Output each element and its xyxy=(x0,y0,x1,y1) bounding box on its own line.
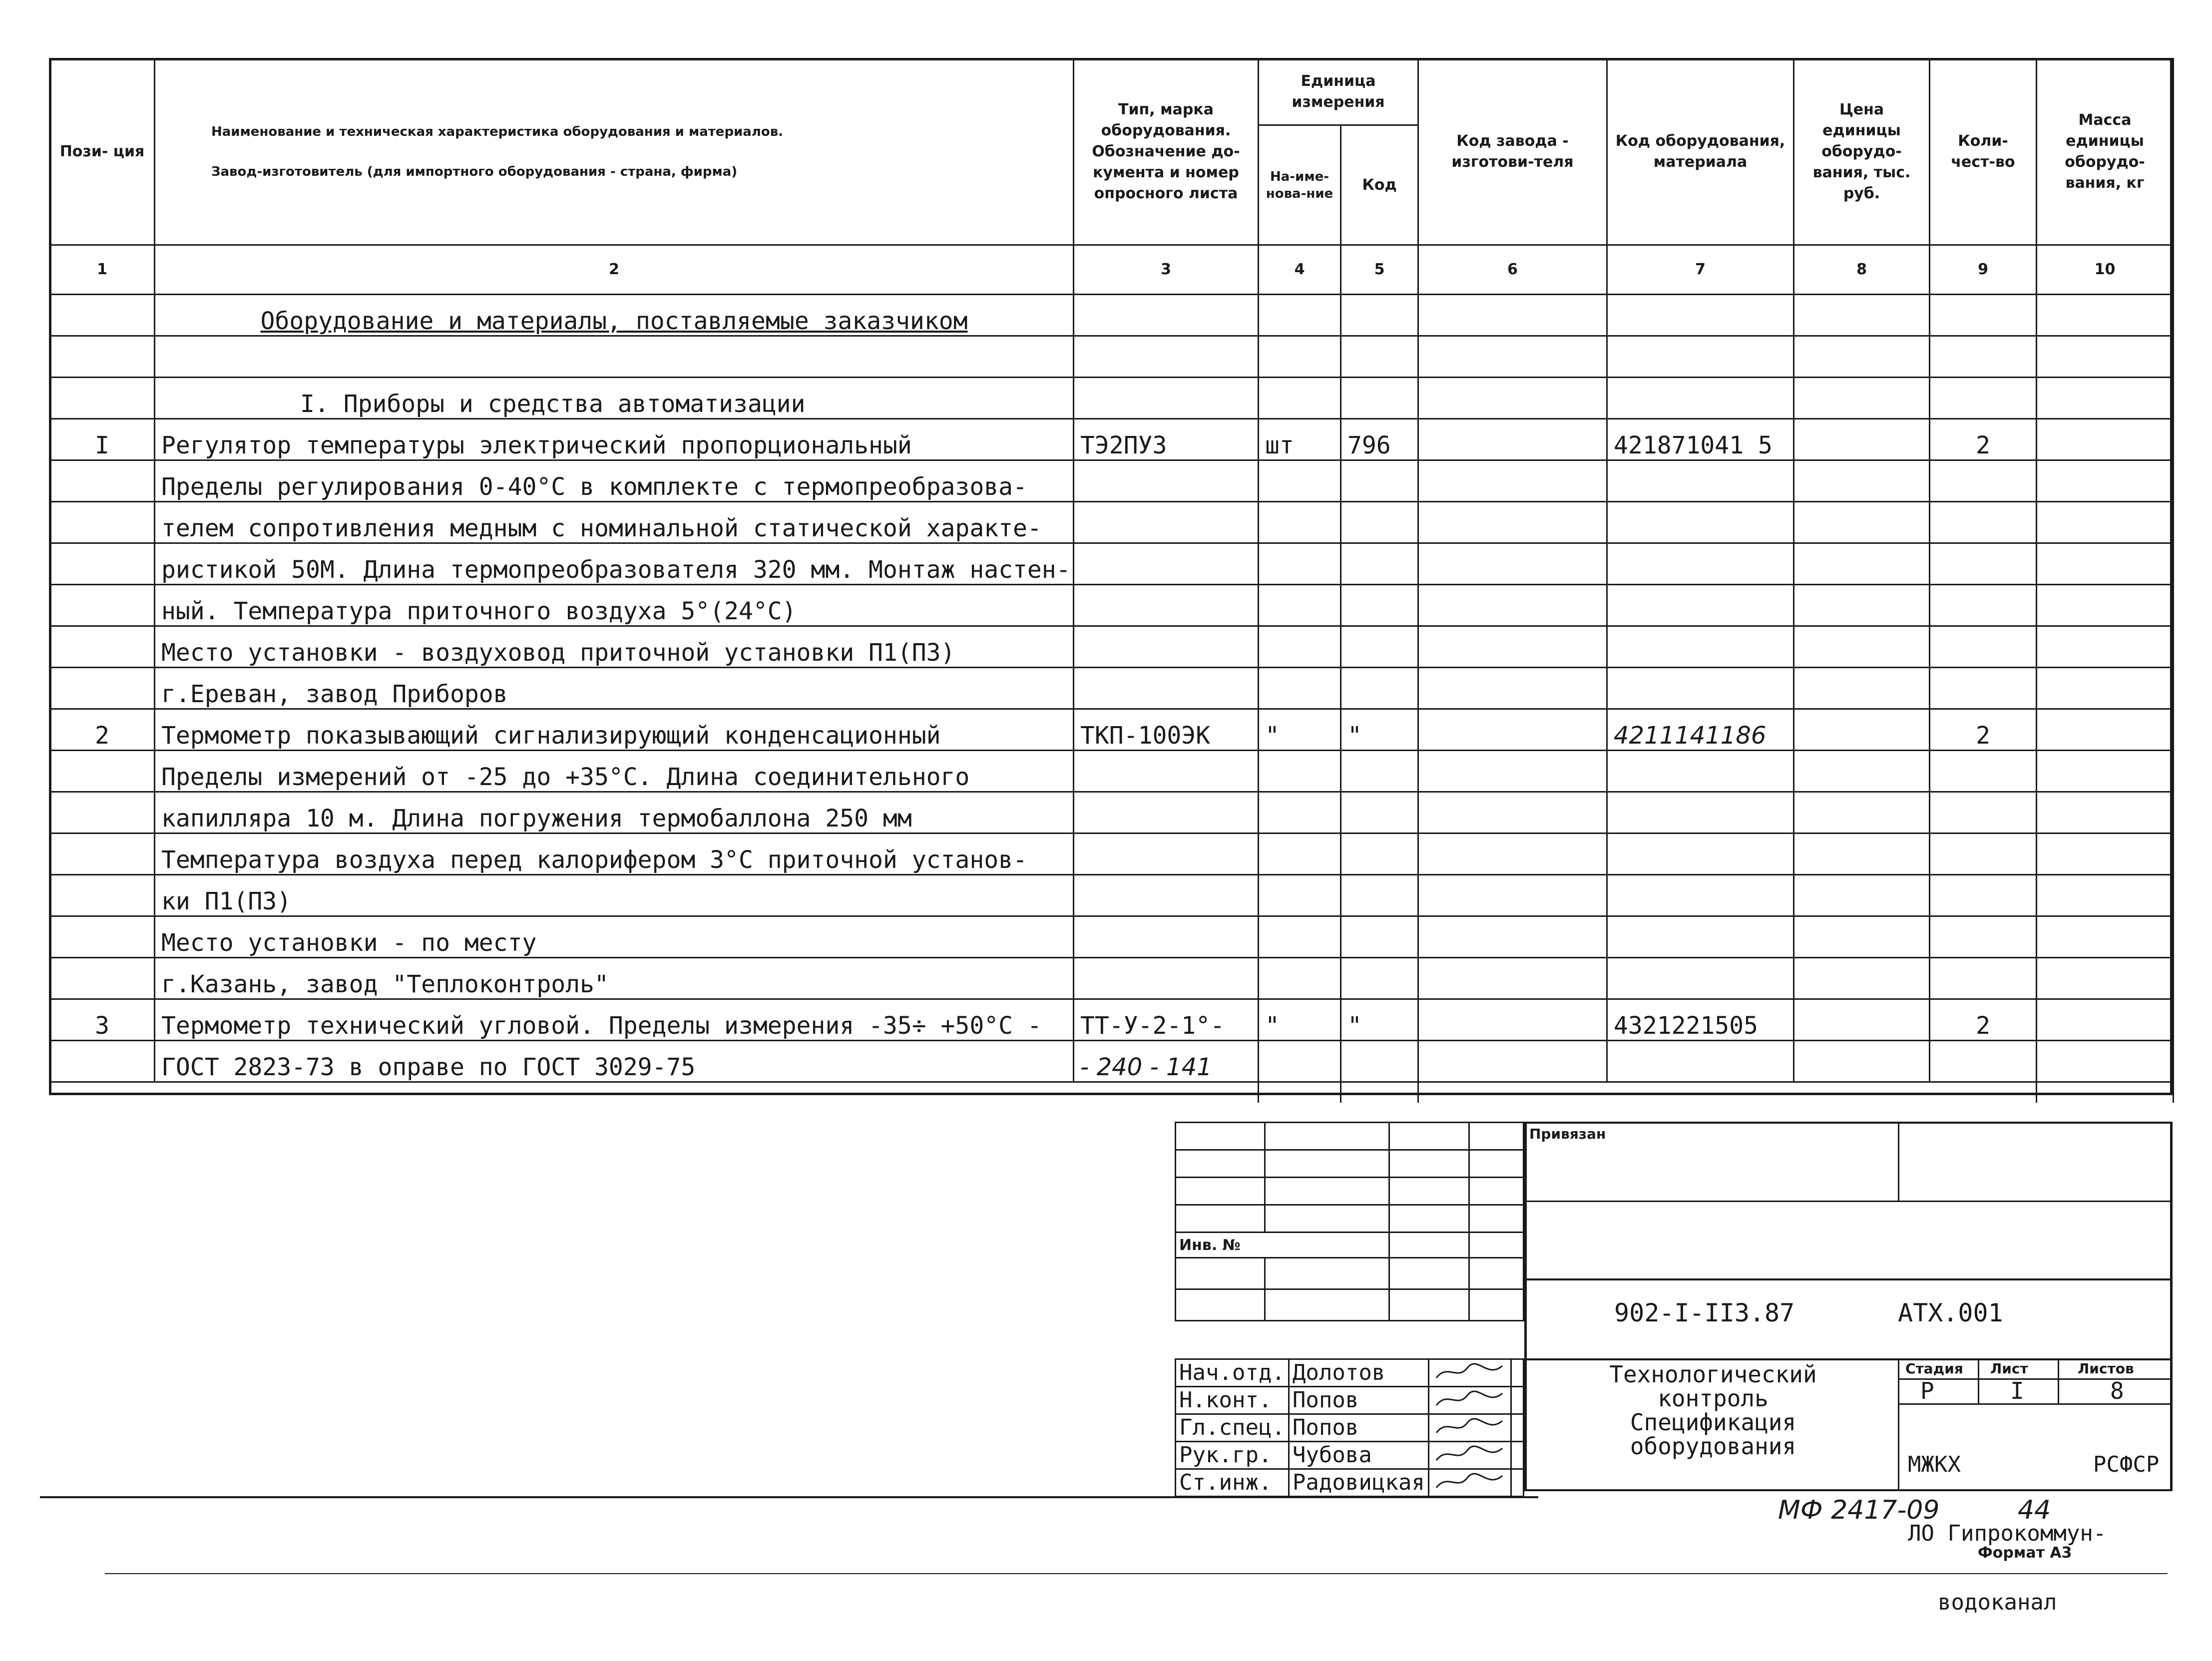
maker-code-cell xyxy=(1418,792,1607,833)
table-row xyxy=(50,709,2174,751)
name-cell: Температура воздуха перед калорифером 3°С приточной установ- xyxy=(155,833,1074,875)
equipment-code-cell xyxy=(1607,916,1794,958)
column-number: 4 xyxy=(1259,245,1341,295)
empty-row xyxy=(50,336,2174,378)
mass-cell xyxy=(2037,833,2174,875)
mass-cell xyxy=(2037,751,2174,792)
unit-cell xyxy=(1259,543,1341,585)
signature-name: Чубова xyxy=(1289,1442,1428,1469)
title-divider xyxy=(1524,1122,1527,1491)
header-name-line1: Наименование и техническая характеристика оборудования и материалов. xyxy=(211,124,784,139)
title-line xyxy=(1524,1201,2173,1202)
equipment-code-cell: 4211141186 xyxy=(1607,709,1794,751)
equipment-code-cell xyxy=(1607,668,1794,709)
price-cell xyxy=(1794,958,1930,999)
unit-code-cell xyxy=(1341,460,1418,502)
column-number: 1 xyxy=(50,245,155,295)
type-cell xyxy=(1074,875,1259,916)
header-quantity: Коли-чест-во xyxy=(1930,59,2037,245)
signature-scribble-icon xyxy=(1432,1416,1507,1438)
quantity-cell xyxy=(1930,668,2037,709)
type-cell xyxy=(1074,626,1259,668)
type-cell xyxy=(1074,460,1259,502)
unit-cell xyxy=(1259,792,1341,833)
equipment-code-cell xyxy=(1607,875,1794,916)
attached-label: Привязан xyxy=(1529,1126,1606,1142)
type-cell xyxy=(1074,668,1259,709)
column-number: 6 xyxy=(1418,245,1607,295)
equipment-code-cell xyxy=(1607,460,1794,502)
column-number: 2 xyxy=(155,245,1074,295)
signature-date xyxy=(1511,1414,1523,1442)
table-end-row xyxy=(50,1082,2174,1103)
stage-value: Р xyxy=(1920,1377,1934,1404)
name-cell: ГОСТ 2823-73 в оправе по ГОСТ 3029-75 xyxy=(155,1041,1074,1082)
mass-cell xyxy=(2037,502,2174,543)
signature-scribble-icon xyxy=(1432,1388,1507,1410)
equipment-code-cell xyxy=(1607,626,1794,668)
document-title-line: контроль xyxy=(1658,1385,1769,1412)
header-maker-code: Код завода - изготови-теля xyxy=(1418,59,1607,245)
table-row xyxy=(50,958,2174,999)
unit-code-cell xyxy=(1341,833,1418,875)
document-title xyxy=(1538,1362,1888,1458)
signature-name: Попов xyxy=(1289,1387,1428,1414)
position-cell xyxy=(50,751,155,792)
price-cell xyxy=(1794,916,1930,958)
organization-line: водоканал xyxy=(1938,1590,2057,1615)
unit-cell xyxy=(1259,916,1341,958)
unit-cell xyxy=(1259,585,1341,626)
header-unit-group: Единица измерения xyxy=(1259,59,1418,125)
position-cell xyxy=(50,543,155,585)
equipment-code-cell xyxy=(1607,751,1794,792)
signature-scribble-icon xyxy=(1432,1361,1507,1383)
signature-date xyxy=(1511,1442,1523,1469)
type-cell xyxy=(1074,543,1259,585)
signature-mark xyxy=(1428,1414,1511,1442)
title-line xyxy=(1524,1358,2173,1360)
mass-cell xyxy=(2037,999,2174,1041)
maker-code-cell xyxy=(1418,502,1607,543)
organization-line: ЛО Гипрокоммун- xyxy=(1908,1521,2107,1546)
name-cell: Термометр технический угловой. Пределы измерения -35÷ +50°С - xyxy=(155,999,1074,1041)
unit-code-cell xyxy=(1341,792,1418,833)
format-label: Формат А3 xyxy=(1978,1544,2072,1562)
quantity-cell: 2 xyxy=(1930,999,2037,1041)
signature-row xyxy=(1176,1387,1524,1414)
type-cell xyxy=(1074,916,1259,958)
position-cell xyxy=(50,668,155,709)
position-cell xyxy=(50,833,155,875)
signature-role: Ст.инж. xyxy=(1176,1469,1289,1497)
unit-cell xyxy=(1259,460,1341,502)
price-cell xyxy=(1794,751,1930,792)
title-top-line xyxy=(1524,1122,2173,1124)
equipment-code-cell xyxy=(1607,1041,1794,1082)
signature-role: Нач.отд. xyxy=(1176,1359,1289,1387)
price-cell xyxy=(1794,502,1930,543)
mass-cell xyxy=(2037,543,2174,585)
signature-mark xyxy=(1428,1387,1511,1414)
mass-cell xyxy=(2037,709,2174,751)
name-cell: Термометр показывающий сигнализирующий конденсационный xyxy=(155,709,1074,751)
type-cell: - 240 - 141 xyxy=(1074,1041,1259,1082)
document-code: 902-I-II3.87 xyxy=(1614,1298,1795,1327)
equipment-code-cell xyxy=(1607,958,1794,999)
signature-role: Рук.гр. xyxy=(1176,1442,1289,1469)
position-cell: I xyxy=(50,419,155,460)
header-position: Пози- ция xyxy=(50,59,155,245)
name-cell: г.Казань, завод "Теплоконтроль" xyxy=(155,958,1074,999)
position-cell: 2 xyxy=(50,709,155,751)
mass-cell xyxy=(2037,916,2174,958)
position-cell xyxy=(50,916,155,958)
mass-cell xyxy=(2037,792,2174,833)
title-line xyxy=(2058,1358,2059,1403)
table-row xyxy=(50,833,2174,875)
quantity-cell xyxy=(1930,875,2037,916)
header-unit-code: Код xyxy=(1341,125,1418,245)
equipment-code-cell: 421871041 5 xyxy=(1607,419,1794,460)
type-cell xyxy=(1074,585,1259,626)
position-cell xyxy=(50,626,155,668)
unit-code-cell xyxy=(1341,543,1418,585)
maker-code-cell xyxy=(1418,460,1607,502)
quantity-cell xyxy=(1930,792,2037,833)
signature-role: Гл.спец. xyxy=(1176,1414,1289,1442)
maker-code-cell xyxy=(1418,751,1607,792)
column-number: 7 xyxy=(1607,245,1794,295)
unit-cell: " xyxy=(1259,999,1341,1041)
name-cell: Пределы измерений от -25 до +35°С. Длина соединительного xyxy=(155,751,1074,792)
section-title: Оборудование и материалы, поставляемые заказчиком xyxy=(155,295,1074,336)
signature-mark xyxy=(1428,1359,1511,1387)
price-cell xyxy=(1794,833,1930,875)
header-equipment-code: Код оборудования, материала xyxy=(1607,59,1794,245)
unit-cell xyxy=(1259,626,1341,668)
table-row xyxy=(50,916,2174,958)
type-cell: ТЭ2ПУЗ xyxy=(1074,419,1259,460)
name-cell: Место установки - по месту xyxy=(155,916,1074,958)
type-cell: ТКП-100ЭК xyxy=(1074,709,1259,751)
table-row xyxy=(50,502,2174,543)
position-cell xyxy=(50,958,155,999)
subsection-row xyxy=(50,378,2174,419)
title-line xyxy=(1978,1358,1979,1403)
mass-cell xyxy=(2037,460,2174,502)
table-row xyxy=(50,875,2174,916)
subsection-title: I. Приборы и средства автоматизации xyxy=(155,378,1074,419)
maker-code-cell xyxy=(1418,419,1607,460)
price-cell xyxy=(1794,460,1930,502)
unit-code-cell xyxy=(1341,502,1418,543)
position-cell xyxy=(50,792,155,833)
header-name xyxy=(155,59,1074,245)
signature-scribble-icon xyxy=(1432,1443,1507,1465)
mass-cell xyxy=(2037,626,2174,668)
sheet-label: Лист xyxy=(1990,1360,2028,1377)
equipment-code-cell xyxy=(1607,585,1794,626)
quantity-cell: 2 xyxy=(1930,709,2037,751)
title-right-line xyxy=(2170,1122,2173,1491)
type-cell xyxy=(1074,958,1259,999)
unit-code-cell xyxy=(1341,585,1418,626)
quantity-cell xyxy=(1930,502,2037,543)
unit-code-cell xyxy=(1341,1041,1418,1082)
signature-name: Долотов xyxy=(1289,1359,1428,1387)
maker-code-cell xyxy=(1418,626,1607,668)
signature-row xyxy=(1176,1414,1524,1442)
column-number: 9 xyxy=(1930,245,2037,295)
price-cell xyxy=(1794,543,1930,585)
table-row xyxy=(50,543,2174,585)
table-row xyxy=(50,585,2174,626)
maker-code-cell xyxy=(1418,875,1607,916)
archive-number: МФ 2417-09 xyxy=(1778,1495,1940,1525)
unit-code-cell: " xyxy=(1341,999,1418,1041)
column-number: 5 xyxy=(1341,245,1418,295)
equipment-code-cell xyxy=(1607,502,1794,543)
title-line xyxy=(1898,1403,2173,1405)
price-cell xyxy=(1794,419,1930,460)
price-cell xyxy=(1794,875,1930,916)
price-cell xyxy=(1794,668,1930,709)
name-cell: телем сопротивления медным с номинальной статической характе- xyxy=(155,502,1074,543)
header-unit-name: На-име-нова-ние xyxy=(1259,125,1341,245)
header-price: Цена единицы оборудо-вания, тыс. руб. xyxy=(1794,59,1930,245)
quantity-cell xyxy=(1930,543,2037,585)
organization-line: МЖКХ РСФСР xyxy=(1908,1452,2160,1477)
header-name-line2: Завод-изготовитель (для импортного оборудования - страна, фирма) xyxy=(211,164,738,179)
maker-code-cell xyxy=(1418,709,1607,751)
sheets-value: 8 xyxy=(2110,1377,2124,1404)
maker-code-cell xyxy=(1418,958,1607,999)
unit-cell xyxy=(1259,751,1341,792)
table-row xyxy=(50,1041,2174,1082)
equipment-code-cell xyxy=(1607,833,1794,875)
signature-name: Радовицкая xyxy=(1289,1469,1428,1497)
mass-cell xyxy=(2037,585,2174,626)
name-cell: Место установки - воздуховод приточной установки П1(П3) xyxy=(155,626,1074,668)
maker-code-cell xyxy=(1418,1041,1607,1082)
section-row xyxy=(50,295,2174,336)
position-cell xyxy=(50,585,155,626)
name-cell: Регулятор температуры электрический пропорциональный xyxy=(155,419,1074,460)
signature-row xyxy=(1176,1442,1524,1469)
unit-code-cell xyxy=(1341,751,1418,792)
price-cell xyxy=(1794,709,1930,751)
quantity-cell: 2 xyxy=(1930,419,2037,460)
unit-cell: шт xyxy=(1259,419,1341,460)
table-row xyxy=(50,792,2174,833)
quantity-cell xyxy=(1930,833,2037,875)
document-mark: АТХ.001 xyxy=(1898,1298,2003,1327)
maker-code-cell xyxy=(1418,668,1607,709)
unit-code-cell: " xyxy=(1341,709,1418,751)
name-cell: ный. Температура приточного воздуха 5°(24°С) xyxy=(155,585,1074,626)
quantity-cell xyxy=(1930,1041,2037,1082)
mass-cell xyxy=(2037,1041,2174,1082)
price-cell xyxy=(1794,585,1930,626)
mass-cell xyxy=(2037,419,2174,460)
equipment-code-cell: 4321221505 xyxy=(1607,999,1794,1041)
name-cell: ки П1(П3) xyxy=(155,875,1074,916)
stage-label: Стадия xyxy=(1905,1360,1963,1377)
signature-table xyxy=(1175,1358,1524,1497)
column-number: 10 xyxy=(2037,245,2174,295)
quantity-cell xyxy=(1930,751,2037,792)
table-row xyxy=(50,999,2174,1041)
document-title-line: Спецификация xyxy=(1630,1409,1796,1436)
unit-cell xyxy=(1259,833,1341,875)
unit-code-cell xyxy=(1341,916,1418,958)
document-title-line: Технологический xyxy=(1609,1361,1817,1388)
page-number: 44 xyxy=(2018,1495,2051,1525)
quantity-cell xyxy=(1930,460,2037,502)
table-row xyxy=(50,419,2174,460)
position-cell xyxy=(50,875,155,916)
signature-role: Н.конт. xyxy=(1176,1387,1289,1414)
signature-mark xyxy=(1428,1442,1511,1469)
table-row xyxy=(50,626,2174,668)
maker-code-cell xyxy=(1418,916,1607,958)
revision-grid xyxy=(1175,1122,1524,1321)
position-cell xyxy=(50,1041,155,1082)
signature-row xyxy=(1176,1469,1524,1497)
unit-cell xyxy=(1259,1041,1341,1082)
position-cell xyxy=(50,502,155,543)
unit-cell: " xyxy=(1259,709,1341,751)
signature-row xyxy=(1176,1359,1524,1387)
maker-code-cell xyxy=(1418,833,1607,875)
signature-scribble-icon xyxy=(1432,1471,1507,1493)
sheets-label: Листов xyxy=(2078,1360,2134,1377)
signature-date xyxy=(1511,1469,1523,1497)
signature-date xyxy=(1511,1387,1523,1414)
name-cell: ристикой 50М. Длина термопреобразователя 320 мм. Монтаж настен- xyxy=(155,543,1074,585)
bottom-border-line xyxy=(40,1496,1538,1498)
mass-cell xyxy=(2037,958,2174,999)
mass-cell xyxy=(2037,668,2174,709)
maker-code-cell xyxy=(1418,543,1607,585)
type-cell xyxy=(1074,833,1259,875)
unit-cell xyxy=(1259,958,1341,999)
quantity-cell xyxy=(1930,626,2037,668)
unit-code-cell xyxy=(1341,958,1418,999)
unit-code-cell xyxy=(1341,626,1418,668)
name-cell: Пределы регулирования 0-40°С в комплекте с термопреобразова- xyxy=(155,460,1074,502)
column-number: 3 xyxy=(1074,245,1259,295)
unit-cell xyxy=(1259,668,1341,709)
price-cell xyxy=(1794,999,1930,1041)
title-line xyxy=(1898,1378,2173,1380)
type-cell xyxy=(1074,751,1259,792)
column-number: 8 xyxy=(1794,245,1930,295)
price-cell xyxy=(1794,792,1930,833)
title-line xyxy=(1524,1278,2173,1280)
name-cell: г.Ереван, завод Приборов xyxy=(155,668,1074,709)
unit-code-cell xyxy=(1341,875,1418,916)
table-row xyxy=(50,751,2174,792)
title-line xyxy=(1898,1122,1899,1201)
signature-date xyxy=(1511,1359,1523,1387)
header-type: Тип, марка оборудования. Обозначение до-кумента и номер опросного листа xyxy=(1074,59,1259,245)
quantity-cell xyxy=(1930,958,2037,999)
table-row xyxy=(50,460,2174,502)
position-cell: 3 xyxy=(50,999,155,1041)
quantity-cell xyxy=(1930,916,2037,958)
price-cell xyxy=(1794,626,1930,668)
mass-cell xyxy=(2037,875,2174,916)
organization xyxy=(1908,1407,2159,1660)
specification-table xyxy=(49,58,2174,1103)
position-cell xyxy=(50,460,155,502)
header-mass: Масса единицы оборудо-вания, кг xyxy=(2037,59,2174,245)
equipment-code-cell xyxy=(1607,792,1794,833)
type-cell: ТТ-У-2-1°- xyxy=(1074,999,1259,1041)
maker-code-cell xyxy=(1418,999,1607,1041)
unit-cell xyxy=(1259,502,1341,543)
inventory-label: Инв. № xyxy=(1176,1233,1389,1258)
table-row xyxy=(50,668,2174,709)
price-cell xyxy=(1794,1041,1930,1082)
bottom-trim-line xyxy=(105,1573,2168,1574)
type-cell xyxy=(1074,792,1259,833)
signature-mark xyxy=(1428,1469,1511,1497)
type-cell xyxy=(1074,502,1259,543)
signature-name: Попов xyxy=(1289,1414,1428,1442)
unit-code-cell: 796 xyxy=(1341,419,1418,460)
unit-code-cell xyxy=(1341,668,1418,709)
sheet-value: I xyxy=(2010,1377,2024,1404)
document-title-line: оборудования xyxy=(1630,1433,1796,1460)
quantity-cell xyxy=(1930,585,2037,626)
unit-cell xyxy=(1259,875,1341,916)
equipment-code-cell xyxy=(1607,543,1794,585)
name-cell: капилляра 10 м. Длина погружения термобаллона 250 мм xyxy=(155,792,1074,833)
maker-code-cell xyxy=(1418,585,1607,626)
